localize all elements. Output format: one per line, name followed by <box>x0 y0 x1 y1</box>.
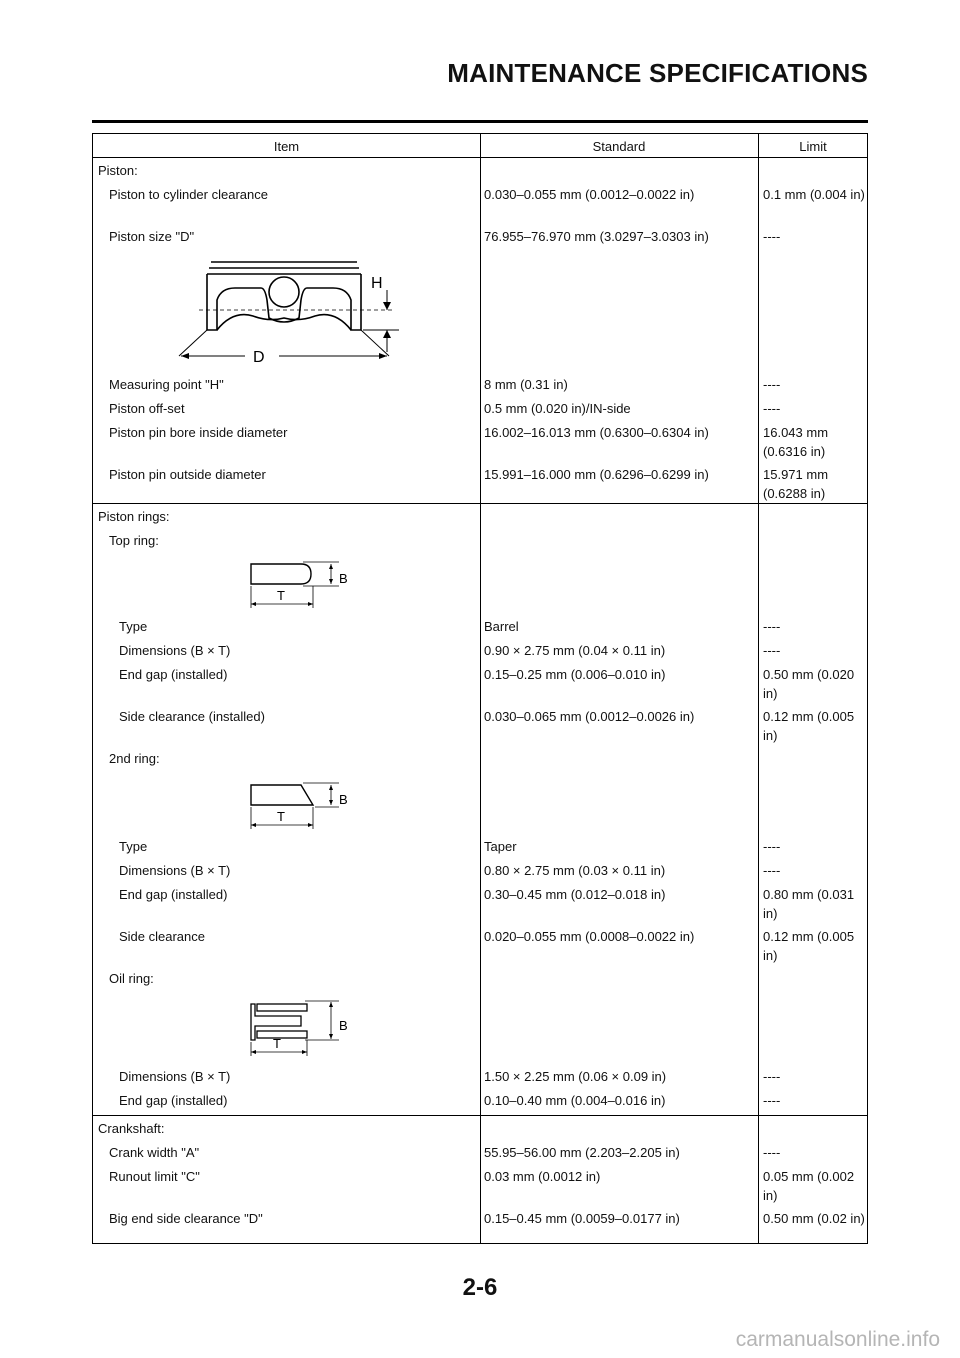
page-title: MAINTENANCE SPECIFICATIONS <box>447 58 868 88</box>
spec-item: Runout limit "C" <box>109 1169 200 1184</box>
spec-standard: 0.15–0.25 mm (0.006–0.010 in) <box>484 667 666 682</box>
header-item: Item <box>273 139 300 154</box>
spec-item: Piston pin bore inside diameter <box>109 425 288 440</box>
spec-standard: 0.10–0.40 mm (0.004–0.016 in) <box>484 1093 666 1108</box>
spec-item: Crank width "A" <box>109 1145 200 1160</box>
spec-item: End gap (installed) <box>119 887 228 902</box>
header-limit: Limit <box>799 139 827 154</box>
spec-standard: 8 mm (0.31 in) <box>484 377 568 392</box>
spec-standard: 0.020–0.055 mm (0.0008–0.0022 in) <box>484 929 695 944</box>
spec-standard: 15.991–16.000 mm (0.6296–0.6299 in) <box>484 467 709 482</box>
subgroup-label-oil-ring: Oil ring: <box>109 971 154 986</box>
diagram-label-d: D <box>253 349 265 364</box>
page-number: 2-6 <box>462 1274 498 1301</box>
title-rule <box>92 120 868 123</box>
spec-standard: 1.50 × 2.25 mm (0.06 × 0.09 in) <box>484 1069 667 1084</box>
spec-item: End gap (installed) <box>119 1093 228 1108</box>
watermark: carmanualsonline.info <box>735 1328 940 1351</box>
spec-item: Side clearance <box>119 929 205 944</box>
spec-standard: 0.03 mm (0.0012 in) <box>484 1169 601 1184</box>
piston-diagram <box>173 252 403 364</box>
group-label-piston-rings: Piston rings: <box>98 509 170 524</box>
ring-label-t: T <box>273 1036 281 1051</box>
spec-item: Type <box>119 619 148 634</box>
second-ring-diagram <box>243 779 363 831</box>
spec-item: Dimensions (B × T) <box>119 643 231 658</box>
column-divider <box>758 134 759 1243</box>
spec-standard: 0.030–0.065 mm (0.0012–0.0026 in) <box>484 709 695 724</box>
spec-item: End gap (installed) <box>119 667 228 682</box>
spec-limit: 15.971 mm (0.6288 in) <box>763 467 829 501</box>
spec-limit: ---- <box>763 643 781 658</box>
spec-limit: 0.1 mm (0.004 in) <box>763 187 865 202</box>
spec-item: Side clearance (installed) <box>119 709 265 724</box>
spec-item: Big end side clearance "D" <box>109 1211 263 1226</box>
spec-standard: 0.30–0.45 mm (0.012–0.018 in) <box>484 887 666 902</box>
spec-item: Dimensions (B × T) <box>119 1069 231 1084</box>
subgroup-label-2nd-ring: 2nd ring: <box>109 751 160 766</box>
spec-standard: 0.15–0.45 mm (0.0059–0.0177 in) <box>484 1211 680 1226</box>
ring-label-t: T <box>277 588 285 603</box>
spec-standard: 55.95–56.00 mm (2.203–2.205 in) <box>484 1145 680 1160</box>
spec-standard: 76.955–76.970 mm (3.0297–3.0303 in) <box>484 229 709 244</box>
top-ring-diagram <box>243 558 363 610</box>
spec-standard: 0.90 × 2.75 mm (0.04 × 0.11 in) <box>484 643 666 658</box>
spec-standard: 0.030–0.055 mm (0.0012–0.0022 in) <box>484 187 695 202</box>
diagram-label-h: H <box>371 275 383 292</box>
spec-limit: 0.12 mm (0.005 in) <box>763 929 855 963</box>
specifications-table <box>92 133 868 1244</box>
subgroup-label-top-ring: Top ring: <box>109 533 159 548</box>
spec-standard: 0.80 × 2.75 mm (0.03 × 0.11 in) <box>484 863 666 878</box>
spec-limit: 0.50 mm (0.020 in) <box>763 667 855 701</box>
spec-standard: 16.002–16.013 mm (0.6300–0.6304 in) <box>484 425 709 440</box>
group-separator <box>93 503 867 504</box>
spec-limit: 0.80 mm (0.031 in) <box>763 887 855 921</box>
group-label-piston: Piston: <box>98 163 138 178</box>
group-label-crankshaft: Crankshaft: <box>98 1121 165 1136</box>
oil-ring-diagram <box>243 998 363 1058</box>
spec-limit: ---- <box>763 839 781 854</box>
spec-limit: ---- <box>763 619 781 634</box>
spec-item: Measuring point "H" <box>109 377 224 392</box>
header-standard: Standard <box>592 139 646 154</box>
spec-limit: ---- <box>763 401 781 416</box>
spec-item: Dimensions (B × T) <box>119 863 231 878</box>
spec-limit: ---- <box>763 1069 781 1084</box>
spec-standard: Taper <box>484 839 517 854</box>
ring-label-b: B <box>339 571 348 586</box>
group-separator <box>93 1115 867 1116</box>
ring-label-b: B <box>339 792 348 807</box>
spec-limit: ---- <box>763 863 781 878</box>
spec-limit: 16.043 mm (0.6316 in) <box>763 425 829 459</box>
spec-limit: 0.12 mm (0.005 in) <box>763 709 855 743</box>
spec-item: Piston pin outside diameter <box>109 467 266 482</box>
spec-limit: 0.05 mm (0.002 in) <box>763 1169 855 1203</box>
spec-item: Type <box>119 839 148 854</box>
ring-label-b: B <box>339 1018 348 1033</box>
column-divider <box>480 134 481 1243</box>
spec-limit: ---- <box>763 229 781 244</box>
spec-item: Piston size "D" <box>109 229 195 244</box>
ring-label-t: T <box>277 809 285 824</box>
spec-limit: ---- <box>763 1145 781 1160</box>
spec-item: Piston off-set <box>109 401 185 416</box>
spec-limit: ---- <box>763 1093 781 1108</box>
header-separator <box>93 157 867 158</box>
spec-standard: Barrel <box>484 619 519 634</box>
spec-standard: 0.5 mm (0.020 in)/IN-side <box>484 401 631 416</box>
spec-item: Piston to cylinder clearance <box>109 187 268 202</box>
spec-limit: 0.50 mm (0.02 in) <box>763 1211 865 1226</box>
spec-limit: ---- <box>763 377 781 392</box>
